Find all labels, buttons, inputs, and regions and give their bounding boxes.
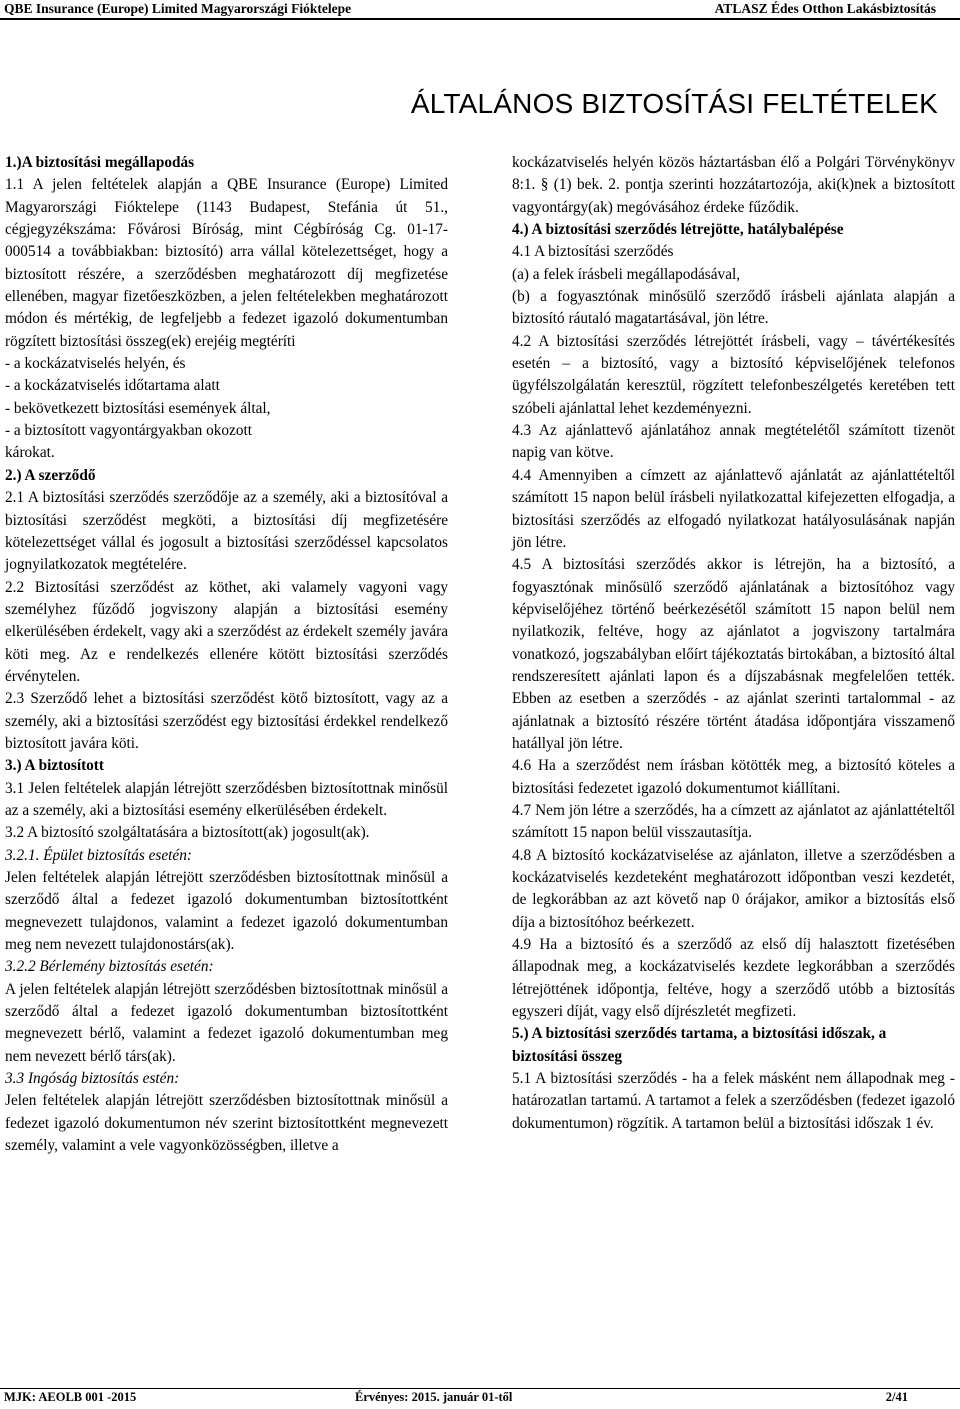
page-footer [0,1388,960,1409]
paragraph: - a kockázatviselés helyén, és [5,355,186,373]
document-title: ÁLTALÁNOS BIZTOSÍTÁSI FELTÉTELEK [410,88,938,119]
footer-validity: Érvényes: 2015. január 01-től [355,1390,513,1404]
paragraph: 1.1 A jelen feltételek alapján a QBE Insurance (Europe) Limited Magyarországi Fióktelepe (1143 Budapest, Stefánia út 51., cégjegyzékszáma: Fővárosi Bíróság, mint Cégbíróság Cg. 01-17-000514 a továbbiakban: biztosító) arra vállal kötelezettséget, hogy a biztosított részére, a szerződésben meghatározott díj megfizetése ellenében, magyar fizetőeszközben, a jelen feltételekben meghatározott módon és mértékig, de legfeljebb a fedezet igazoló dokumentumban rögzített biztosítási összeg(ek) erejéig megtéríti [5,176,448,350]
section-heading: 3.) A biztosított [5,757,104,775]
left-column [5,152,448,1157]
page-number: 2/41 [885,1390,908,1404]
paragraph: 4.1 A biztosítási szerződés [512,243,674,261]
paragraph: 4.9 Ha a biztosító és a szerződő az első díj halasztott fizetésében állapodnak meg, a kockázatviselés kezdete legkorábban a szerződés létrejöttének időpontja, feltéve, hogy a szerződő utóbb a biztosítás egyszeri díját, vagy első díjrészletét megfizeti. [512,936,955,1021]
paragraph: 4.4 Amennyiben a címzett az ajánlattevő ajánlatát az ajánlattételtől számított 15 napon belül írásbeli nyilatkozattal kifejezetten elfogadja, a biztosítási szerződés az elfogadó nyilatkozat hatályosulásának napján jön létre. [512,466,955,551]
paragraph: 2.2 Biztosítási szerződést az köthet, aki valamely vagyoni vagy személyhez fűződő jogviszony alapján a biztosítási esemény elkerülésében érdekelt, vagy aki a szerződést az érdekelt személy javára köti meg. Az e rendelkezés ellenére kötött biztosítási szerződés érvénytelen. [5,578,448,685]
paragraph: 4.2 A biztosítási szerződés létrejöttét írásbeli, vagy – távértékesítés esetén – a biztosító, vagy a biztosító képviselőjének telefonos ügyfélszolgálatán keresztül, rögzített telefonbeszélgetés keretében tett szóbeli ajánlattal lehet kezdeményezni. [512,332,955,417]
paragraph: 2.1 A biztosítási szerződés szerződője az a személy, aki a biztosítóval a biztosítási szerződést megköti, a biztosítási díj megfizetésére kötelezettséget vállal és jogosult a biztosítási szerződéssel kapcsolatos jognyilatkozatok megtételére. [5,489,448,574]
paragraph: - a kockázatviselés időtartama alatt [5,377,220,395]
paragraph: Jelen feltételek alapján létrejött szerződésben biztosítottnak minősül a fedezet igazoló dokumentumon név szerint biztosítottként megnevezett személy, valamint a vele vagyonközösségben, illetve a [5,1092,448,1155]
header-product: ATLASZ Édes Otthon Lakásbiztosítás [714,1,936,16]
paragraph: A jelen feltételek alapján létrejött szerződésben biztosítottnak minősül a szerződő által a fedezet igazoló dokumentumban biztosítottként megnevezett bérlő, valamint a fedezet igazoló dokumentumban meg nem nevezett bérlő társ(ak). [5,980,448,1065]
section-heading: 5.) A biztosítási szerződés tartama, a biztosítási időszak, a biztosítási összeg [512,1025,887,1065]
subsection-heading: 3.2.1. Épület biztosítás esetén: [5,846,192,864]
paragraph: 4.3 Az ajánlattevő ajánlatához annak megtételétől számított tizenöt napig van kötve. [512,422,955,462]
section-heading: 2.) A szerződő [5,466,96,484]
paragraph: (a) a felek írásbeli megállapodásával, [512,265,741,283]
paragraph: 5.1 A biztosítási szerződés - ha a felek másként nem állapodnak meg - határozatlan tartamú. A tartamot a felek a szerződésben (fedezet igazoló dokumentumon) rögzítik. A tartamon belül a biztosítási időszak 1 év. [512,1070,955,1132]
paragraph: 3.1 Jelen feltételek alapján létrejött szerződésben biztosítottnak minősül az a személy, aki a biztosítási esemény elkerülésében érdekelt. [5,779,448,819]
paragraph: - a biztosított vagyontárgyakban okozott [5,422,252,440]
paragraph: kockázatviselés helyén közös háztartásban élő a Polgári Törvénykönyv 8:1. § (1) bek. 2. pontja szerinti hozzátartozója, aki(k)nek a biztosított vagyontárgy(ak) megóvásához érdeke fűződik. [512,154,955,216]
paragraph: 4.5 A biztosítási szerződés akkor is létrejön, ha a biztosító, a fogyasztónak minősülő szerződő ajánlatának a biztosítóhoz vagy képviselőjéhez történő beérkezésétől számított 15 napon belül nem nyilatkozik, feltéve, hogy az ajánlatot a jogviszony tartalmára vonatkozó, jogszabályban előírt tájékoztatás birtokában, a biztosító által rendszeresített ajánlati lapon és a díjszabásnak megfelelően tették. Ebben az esetben a szerződés - az ajánlat szerinti tartalommal - az ajánlatnak a biztosító részére történt átadása időpontjára visszamenő hatállyal jön létre. [512,556,955,752]
section-heading: 1.)A biztosítási megállapodás [5,154,195,171]
section-heading: 4.) A biztosítási szerződés létrejötte, hatálybalépése [512,221,844,239]
paragraph: Jelen feltételek alapján létrejött szerződésben biztosítottnak minősül a szerződő által a fedezet igazoló dokumentumban biztosítottként megnevezett tulajdonos, valamint a fedezet igazoló dokumentumban meg nem nevezett tulajdonostárs(ak). [5,869,448,954]
paragraph: 2.3 Szerződő lehet a biztosítási szerződést kötő biztosított, vagy az a személy, aki a biztosítási szerződést egy biztosítási érdekkel rendelkező biztosított javára köti. [5,690,448,752]
subsection-heading: 3.2.2 Bérlemény biztosítás esetén: [5,958,214,976]
paragraph: 4.8 A biztosító kockázatviselése az ajánlaton, illetve a szerződésben a kockázatviselés kezdeteként meghatározott időpontban veszi kezdetét, de legkorábban az azt követő nap 0 órájakor, amikor a biztosítás első díja a biztosítóhoz beérkezett. [512,846,955,931]
header-company: QBE Insurance (Europe) Limited Magyarországi Fióktelepe [4,1,352,16]
subsection-heading: 3.3 Ingóság biztosítás estén: [5,1070,180,1088]
paragraph: 3.2 A biztosító szolgáltatására a biztosított(ak) jogosult(ak). [5,824,370,842]
paragraph: 4.6 Ha a szerződést nem írásban kötötték meg, a biztosító köteles a biztosítási fedezetet igazoló dokumentumot kiállítani. [512,757,955,797]
footer-code: MJK: AEOLB 001 -2015 [4,1390,137,1404]
page-header [0,0,960,20]
right-column [512,152,955,1135]
paragraph: károkat. [5,444,55,462]
paragraph: 4.7 Nem jön létre a szerződés, ha a címzett az ajánlatot az ajánlattételtől számított 15 napon belül visszautasítja. [512,801,955,842]
paragraph: - bekövetkezett biztosítási események által, [5,399,271,417]
paragraph: (b) a fogyasztónak minősülő szerződő írásbeli ajánlata alapján a biztosító ráutaló magatartásával, jön létre. [512,288,955,328]
